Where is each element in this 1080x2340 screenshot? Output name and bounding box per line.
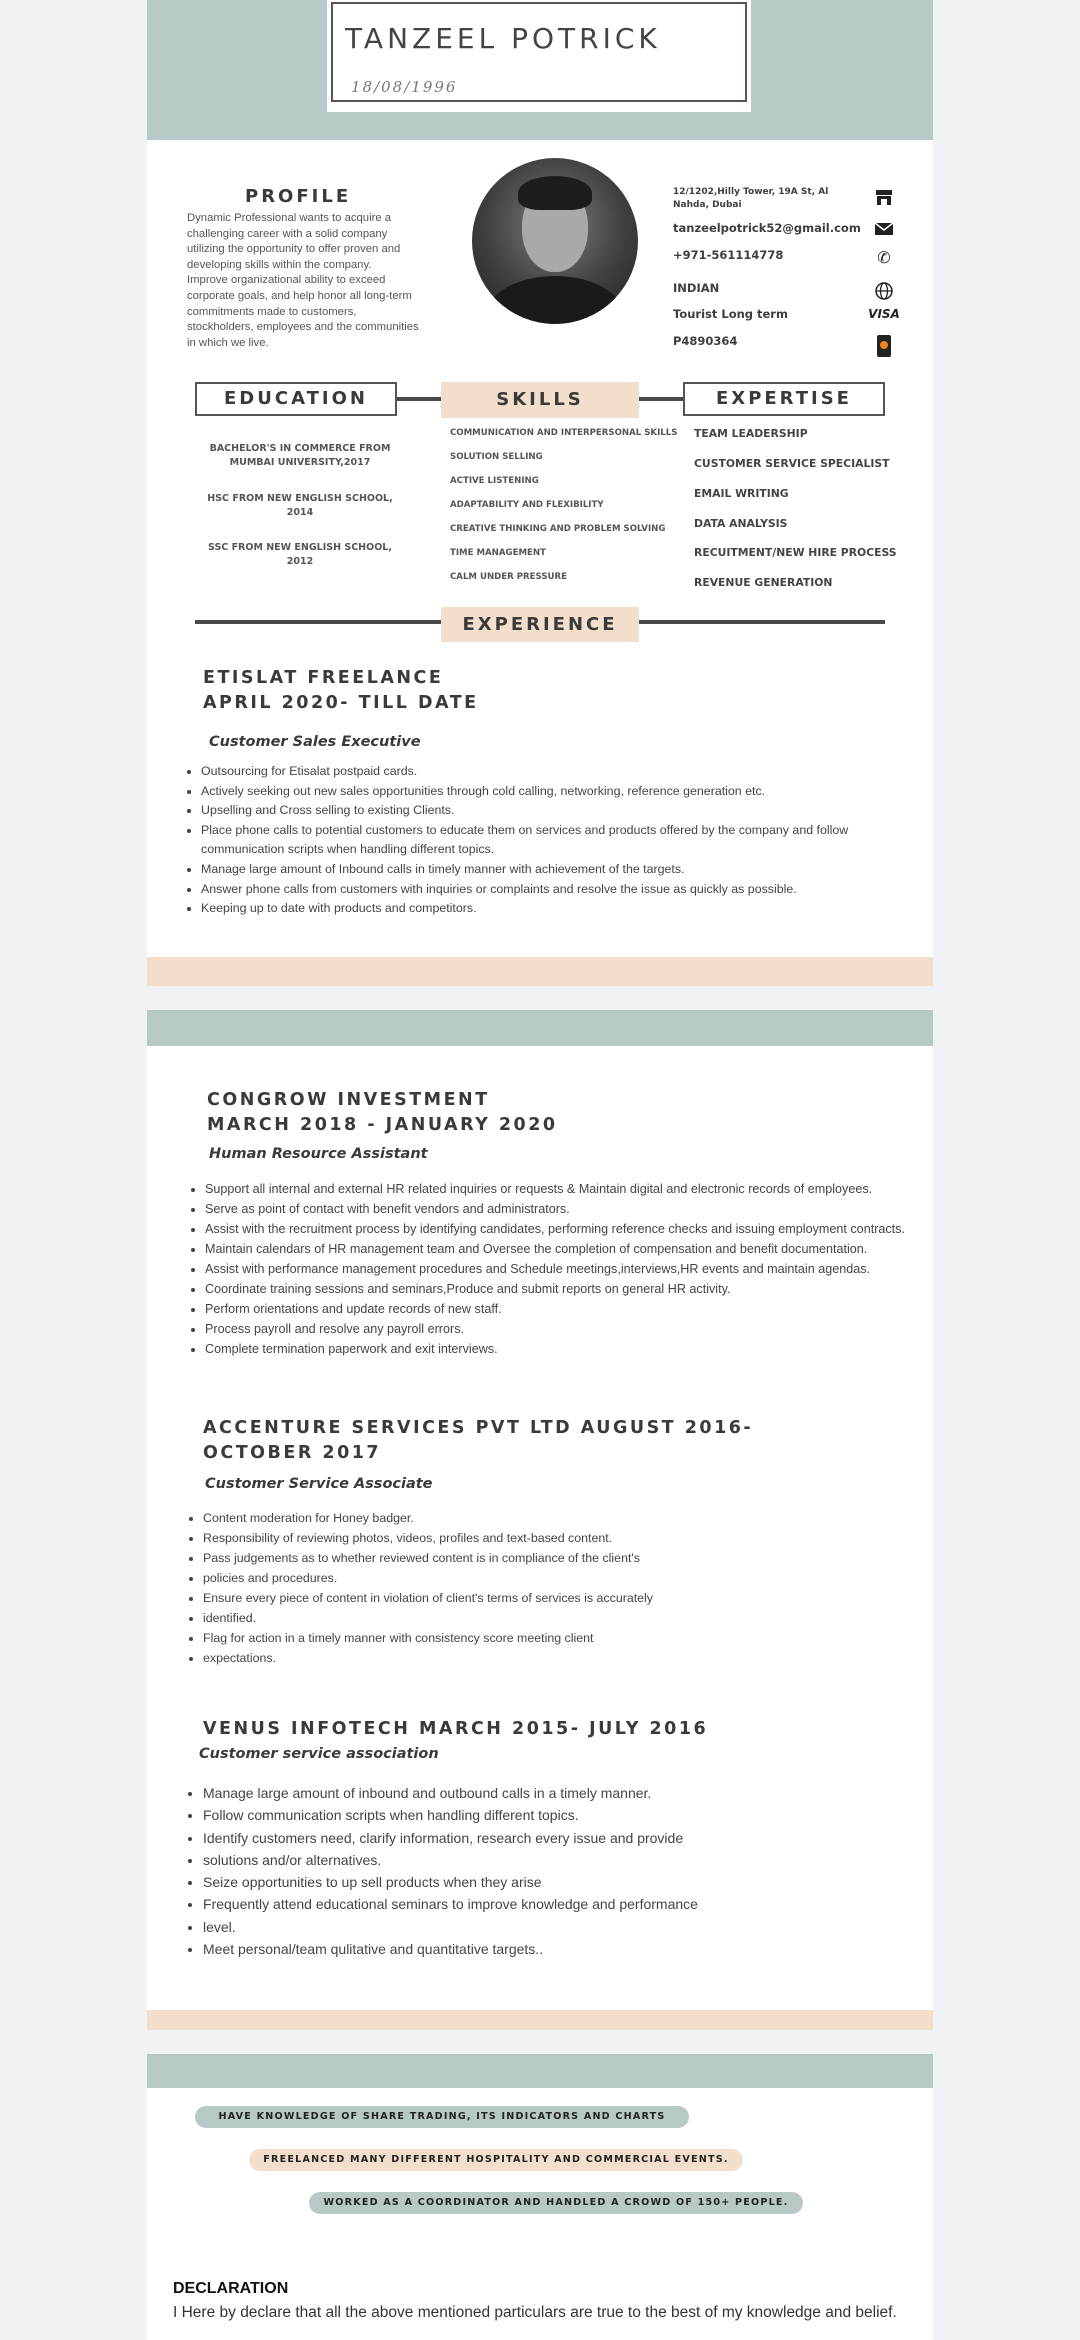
job-duties	[185, 1508, 885, 1668]
expertise-heading: EXPERTISE	[683, 382, 885, 416]
expertise-item: RECUITMENT/NEW HIRE PROCESS	[694, 546, 897, 559]
date-of-birth: 18/08/1996	[351, 78, 458, 96]
list-item: • Ensure every piece of content in violation of client's terms of services is accurately	[203, 1588, 885, 1608]
expertise-item: DATA ANALYSIS	[694, 517, 788, 530]
list-item: • Outsourcing for Etisalat postpaid cards.	[201, 762, 903, 782]
contact-passport: P4890364	[673, 334, 913, 348]
list-item: • Process payroll and resolve any payroll errors.	[205, 1319, 917, 1339]
job-heading: ACCENTURE SERVICES PVT LTD AUGUST 2016- OCTOBER 2017	[203, 1418, 754, 1463]
highlight-pill: FREELANCED MANY DIFFERENT HOSPITALITY AND COMMERCIAL EVENTS.	[249, 2149, 743, 2171]
list-item: • level.	[203, 1916, 885, 1938]
building-icon	[873, 188, 895, 206]
skill-item: TIME MANAGEMENT	[450, 548, 546, 558]
list-item: • Actively seeking out new sales opportunities through cold calling, networking, reference generation etc.	[201, 782, 903, 802]
education-heading: EDUCATION	[195, 382, 397, 416]
footer-band	[147, 2010, 933, 2030]
skill-item: CREATIVE THINKING AND PROBLEM SOLVING	[450, 524, 666, 534]
skill-item: COMMUNICATION AND INTERPERSONAL SKILLS	[450, 428, 678, 438]
candidate-name: TANZEEL POTRICK	[345, 22, 661, 55]
skill-item: ADAPTABILITY AND FLEXIBILITY	[450, 500, 604, 510]
job-duties	[185, 1782, 885, 1960]
resume-page-1	[147, 0, 933, 986]
skill-item: ACTIVE LISTENING	[450, 476, 539, 486]
list-item: • Support all internal and external HR related inquiries or requests & Maintain digital and electronic records of employees.	[205, 1179, 917, 1199]
contact-phone[interactable]: +971-561114778 ✆	[673, 248, 913, 262]
list-item: • Manage large amount of Inbound calls in timely manner with achievement of the targets.	[201, 860, 903, 880]
experience-heading: EXPERIENCE	[441, 607, 639, 642]
divider-line	[639, 397, 685, 401]
list-item: • Upselling and Cross selling to existing Clients.	[201, 801, 903, 821]
list-item: • Complete termination paperwork and exit interviews.	[205, 1339, 917, 1359]
list-item: • Flag for action in a timely manner with consistency score meeting client	[203, 1628, 885, 1648]
list-item: • Seize opportunities to up sell products when they arise	[203, 1871, 885, 1893]
passport-icon	[873, 334, 895, 358]
visa-icon: VISA	[868, 307, 900, 321]
name-card	[327, 0, 751, 112]
list-item: • Meet personal/team qulitative and quantitative targets..	[203, 1938, 885, 1960]
declaration-heading: DECLARATION	[173, 2280, 289, 2297]
list-item: • solutions and/or alternatives.	[203, 1849, 885, 1871]
contact-nationality: INDIAN	[673, 281, 913, 295]
list-item: • Maintain calendars of HR management team and Oversee the completion of compensation and benefit documentation.	[205, 1239, 917, 1259]
education-item: BACHELOR'S IN COMMERCE FROM MUMBAI UNIVERSITY,2017	[209, 443, 391, 468]
mail-icon	[873, 221, 895, 237]
list-item: • Frequently attend educational seminars to improve knowledge and performance	[203, 1893, 885, 1915]
header-band	[147, 1010, 933, 1046]
highlight-pill: HAVE KNOWLEDGE OF SHARE TRADING, ITS INDICATORS AND CHARTS	[195, 2106, 689, 2128]
list-item: • Assist with the recruitment process by identifying candidates, performing reference checks and issuing employment contracts.	[205, 1219, 917, 1239]
list-item: • Content moderation for Honey badger.	[203, 1508, 885, 1528]
highlight-pill: WORKED AS A COORDINATOR AND HANDLED A CROWD OF 150+ PEOPLE.	[309, 2192, 803, 2214]
skills-heading: SKILLS	[441, 382, 639, 418]
education-item: HSC FROM NEW ENGLISH SCHOOL, 2014	[207, 493, 393, 518]
list-item: • Manage large amount of inbound and outbound calls in a timely manner.	[203, 1782, 885, 1804]
job-role: Customer Service Associate	[205, 1476, 433, 1492]
list-item: • Serve as point of contact with benefit vendors and administrators.	[205, 1199, 917, 1219]
contact-address: 12/1202,Hilly Tower, 19A St, Al Nahda, Dubai	[673, 186, 913, 212]
contact-email[interactable]: tanzeelpotrick52@gmail.com	[673, 221, 913, 235]
divider-line	[395, 397, 441, 401]
education-item: SSC FROM NEW ENGLISH SCHOOL, 2012	[208, 542, 392, 567]
list-item: • Pass judgements as to whether reviewed content is in compliance of the client's	[203, 1548, 885, 1568]
list-item: • policies and procedures.	[203, 1568, 885, 1588]
list-item: • Place phone calls to potential customers to educate them on services and products offered by the company and follow communication scripts when handling different topics.	[201, 821, 903, 860]
header-band	[147, 2054, 933, 2088]
list-item: • Assist with performance management procedures and Schedule meetings,interviews,HR events and maintain agendas.	[205, 1259, 917, 1279]
list-item: • Perform orientations and update records of new staff.	[205, 1299, 917, 1319]
job-duties	[187, 1179, 917, 1359]
list-item: • Responsibility of reviewing photos, videos, profiles and text-based content.	[203, 1528, 885, 1548]
job-heading: CONGROW INVESTMENT MARCH 2018 - JANUARY 2020	[207, 1090, 558, 1135]
job-role: Human Resource Assistant	[209, 1146, 428, 1162]
expertise-item: REVENUE GENERATION	[694, 576, 833, 589]
skill-item: SOLUTION SELLING	[450, 452, 543, 462]
declaration-text: I Here by declare that all the above mentioned particulars are true to the best of my knowledge and belief.	[173, 2304, 897, 2321]
job-role: Customer service association	[199, 1746, 439, 1762]
list-item: • Keeping up to date with products and competitors.	[201, 899, 903, 919]
job-heading: ETISLAT FREELANCE APRIL 2020- TILL DATE	[203, 668, 479, 713]
profile-photo	[472, 158, 638, 324]
resume-page-2	[147, 1010, 933, 2030]
profile-heading: PROFILE	[245, 186, 352, 207]
profile-summary: Dynamic Professional wants to acquire a challenging career with a solid company utilizing the opportunity to offer proven and developing skills within the company. Improve organizational ability to exceed corporate goals, and help honor all long-term commitments made to customers, stockholders, employees and the communities in which we live.	[187, 212, 419, 349]
expertise-item: CUSTOMER SERVICE SPECIALIST	[694, 457, 890, 470]
footer-band	[147, 957, 933, 986]
list-item: • expectations.	[203, 1648, 885, 1668]
expertise-item: TEAM LEADERSHIP	[694, 427, 808, 440]
contact-visa: Tourist Long term VISA	[673, 307, 900, 321]
list-item: • Follow communication scripts when handling different topics.	[203, 1804, 885, 1826]
list-item: • identified.	[203, 1608, 885, 1628]
resume-page-3	[147, 2054, 933, 2340]
list-item: • Coordinate training sessions and seminars,Produce and submit reports on general HR activity.	[205, 1279, 917, 1299]
skill-item: CALM UNDER PRESSURE	[450, 572, 568, 582]
list-item: • Answer phone calls from customers with inquiries or complaints and resolve the issue as quickly as possible.	[201, 880, 903, 900]
job-heading: VENUS INFOTECH MARCH 2015- JULY 2016	[203, 1719, 709, 1739]
job-role: Customer Sales Executive	[209, 734, 421, 750]
phone-icon: ✆	[877, 248, 891, 267]
expertise-item: EMAIL WRITING	[694, 487, 789, 500]
globe-icon	[873, 281, 895, 301]
job-duties	[183, 762, 903, 919]
list-item: • Identify customers need, clarify information, research every issue and provide	[203, 1827, 885, 1849]
